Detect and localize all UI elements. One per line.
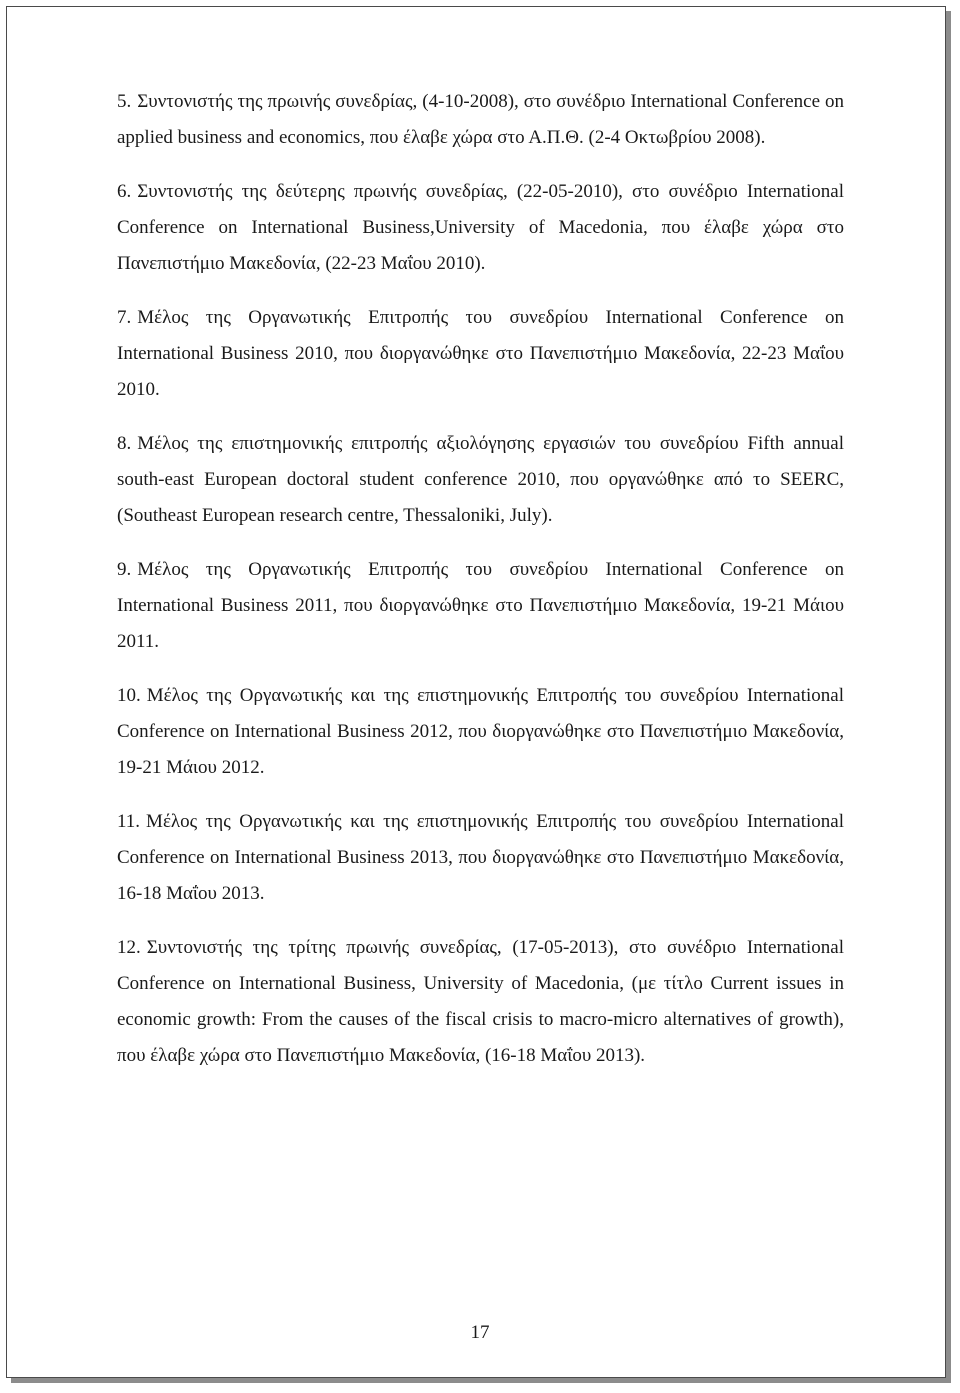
item-text: Συντονιστής της δεύτερης πρωινής συνεδρίας, (22-05-2010), στο συνέδριο International Conference on International Business,University of Macedonia, που έλαβε χώρα στο Πανεπιστήμιο Μακεδονία, (22-23 Μαΐου 2010). [117, 181, 844, 274]
item-number: 6. [117, 181, 132, 202]
item-number: 9. [117, 559, 132, 580]
page-number: 17 [470, 1322, 490, 1343]
item-text: Μέλος της Οργανωτικής και της επιστημονικής Επιτροπής του συνεδρίου International Conference on International Business 2012, που διοργανώθηκε στο Πανεπιστήμιο Μακεδονία, 19-21 Μάιου 2012. [117, 685, 844, 778]
item-number: 12. [117, 937, 141, 958]
list-item [117, 930, 844, 1074]
item-text: Μέλος της Οργανωτικής Επιτροπής του συνεδρίου International Conference on International Business 2010, που διοργανώθηκε στο Πανεπιστήμιο Μακεδονία, 22-23 Μαΐου 2010. [117, 307, 844, 400]
list-item [117, 552, 844, 660]
item-text: Συντονιστής της πρωινής συνεδρίας, (4-10-2008), στο συνέδριο International Conference on applied business and economics, που έλαβε χώρα στο Α.Π.Θ. (2-4 Οκτωβρίου 2008). [117, 91, 844, 148]
item-number: 8. [117, 433, 132, 454]
document-body [117, 84, 844, 1092]
item-number: 5. [117, 91, 132, 112]
list-item [117, 678, 844, 786]
list-item [117, 426, 844, 534]
list-item [117, 300, 844, 408]
item-text: Συντονιστής της τρίτης πρωινής συνεδρίας, (17-05-2013), στο συνέδριο International Conference on International Business, University of Macedonia, (με τίτλο Current issues in economic growth: From the causes of the fiscal crisis to macro-micro alternatives of growth), που έλαβε χώρα στο Πανεπιστήμιο Μακεδονία, (16-18 Μαΐου 2013). [117, 937, 844, 1066]
list-item [117, 804, 844, 912]
item-number: 10. [117, 685, 141, 706]
item-number: 11. [117, 811, 141, 832]
item-text: Μέλος της επιστημονικής επιτροπής αξιολόγησης εργασιών του συνεδρίου Fifth annual south-east European doctoral student conference 2010, που οργανώθηκε από το SEERC, (Southeast European research centre, Thessaloniki, July). [117, 433, 844, 526]
list-item [117, 84, 844, 156]
item-number: 7. [117, 307, 132, 328]
list-item [117, 174, 844, 282]
item-text: Μέλος της Οργανωτικής και της επιστημονικής Επιτροπής του συνεδρίου International Conference on International Business 2013, που διοργανώθηκε στο Πανεπιστήμιο Μακεδονία, 16-18 Μαΐου 2013. [117, 811, 844, 904]
item-text: Μέλος της Οργανωτικής Επιτροπής του συνεδρίου International Conference on International Business 2011, που διοργανώθηκε στο Πανεπιστήμιο Μακεδονία, 19-21 Μάιου 2011. [117, 559, 844, 652]
